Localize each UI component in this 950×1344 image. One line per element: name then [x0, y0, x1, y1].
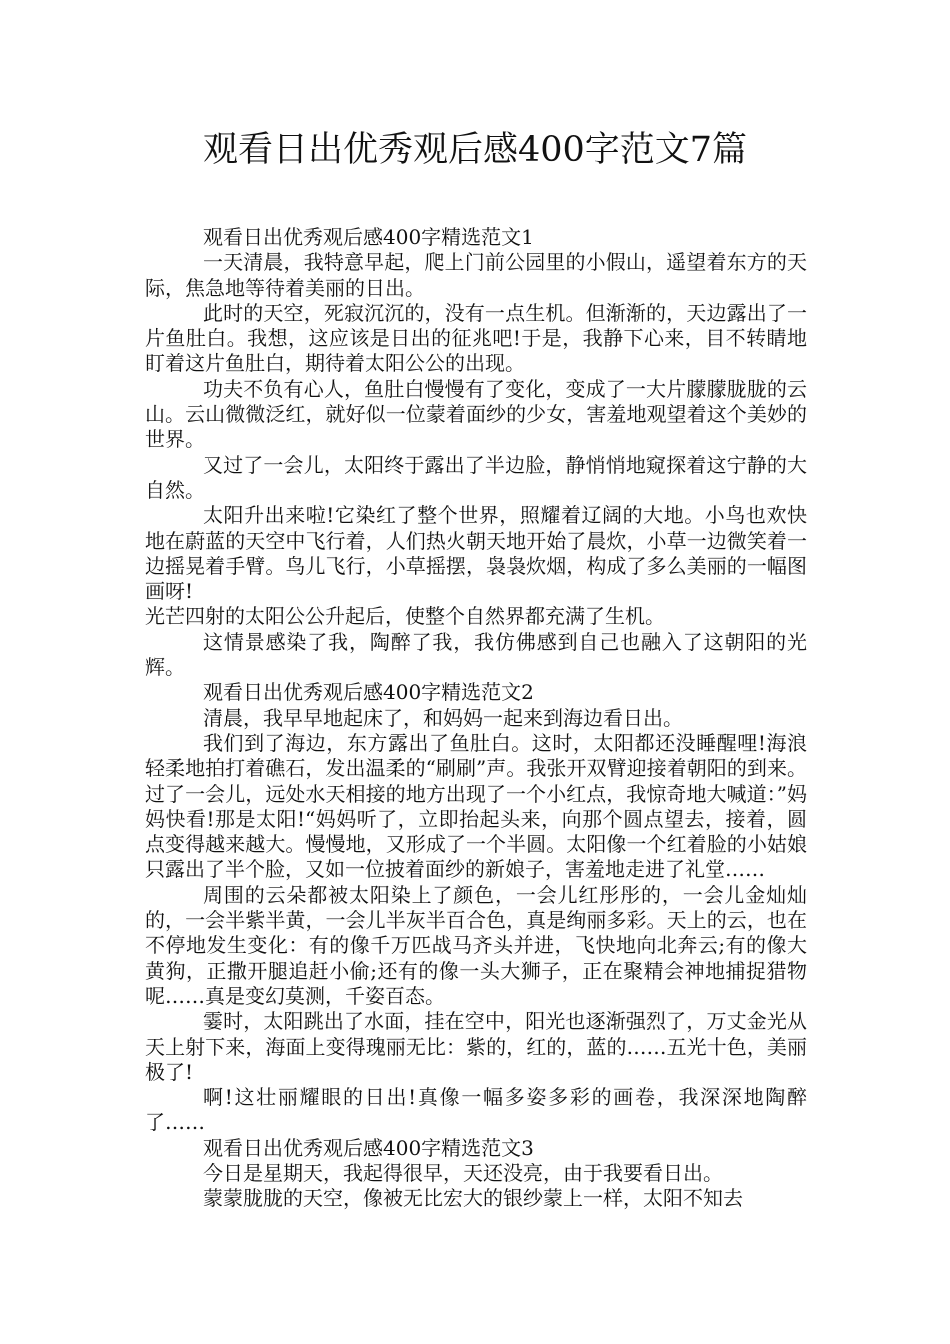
paragraph: 清晨，我早早地起床了，和妈妈一起来到海边看日出。 [203, 705, 683, 730]
paragraph: 太阳升出来啦!它染红了整个世界，照耀着辽阔的大地。小鸟也欢快地在蔚蓝的天空中飞行着，人们热火朝天地开始了晨炊，小草一边微笑着一边摇晃着手臂。鸟儿飞行，小草摇摆，袅袅炊烟，构成了多么美丽的一幅图画呀! [145, 503, 807, 604]
section-heading: 观看日出优秀观后感400字精选范文3 [203, 1135, 534, 1160]
paragraph: 这情景感染了我，陶醉了我，我仿佛感到自己也融入了这朝阳的光辉。 [145, 629, 807, 680]
paragraph: 功夫不负有心人，鱼肚白慢慢有了变化，变成了一大片朦朦胧胧的云山。云山微微泛红，就好似一位蒙着面纱的少女，害羞地观望着这个美妙的世界。 [145, 376, 807, 452]
paragraph: 光芒四射的太阳公公升起后，使整个自然界都充满了生机。 [145, 604, 665, 629]
paragraph: 又过了一会儿，太阳终于露出了半边脸，静悄悄地窥探着这宁静的大自然。 [145, 452, 807, 502]
paragraph: 一天清晨，我特意早起，爬上门前公园里的小假山，遥望着东方的天际，焦急地等待着美丽的日出。 [145, 250, 807, 300]
document-body [145, 225, 807, 1212]
paragraph: 我们到了海边，东方露出了鱼肚白。这时，太阳都还没睡醒哩!海浪轻柔地拍打着礁石，发出温柔的“刷刷”声。我张开双臂迎接着朝阳的到来。过了一会儿，远处水天相接的地方出现了一个小红点，我惊奇地大喊道：”妈妈快看!那是太阳!“妈妈听了，立即抬起头来，向那个圆点望去，接着，圆点变得越来越大。慢慢地，又形成了一个半圆。太阳像一个红着脸的小姑娘只露出了半个脸，又如一位披着面纱的新娘子，害羞地走进了礼堂…… [145, 730, 807, 882]
paragraph: 啊!这壮丽耀眼的日出!真像一幅多姿多彩的画卷，我深深地陶醉了…… [145, 1085, 807, 1135]
document-title: 观看日出优秀观后感400字范文7篇 [202, 130, 748, 170]
paragraph: 霎时，太阳跳出了水面，挂在空中，阳光也逐渐强烈了，万丈金光从天上射下来，海面上变得瑰丽无比：紫的，红的，蓝的……五光十色，美丽极了! [145, 1009, 807, 1084]
section-heading: 观看日出优秀观后感400字精选范文2 [203, 680, 534, 705]
paragraph: 蒙蒙胧胧的天空，像被无比宏大的银纱蒙上一样，太阳不知去 [203, 1186, 743, 1211]
paragraph: 周围的云朵都被太阳染上了颜色，一会儿红彤彤的，一会儿金灿灿的，一会半紫半黄，一会儿半灰半百合色，真是绚丽多彩。天上的云，也在不停地发生变化：有的像千万匹战马齐头并进，飞快地向北奔云;有的像大黄狗，正撒开腿追赶小偷;还有的像一头大狮子，正在聚精会神地捕捉猎物呢……真是变幻莫测，千姿百态。 [145, 882, 807, 1008]
paragraph: 此时的天空，死寂沉沉的，没有一点生机。但渐渐的，天边露出了一片鱼肚白。我想，这应该是日出的征兆吧!于是，我静下心来，目不转睛地盯着这片鱼肚白，期待着太阳公公的出现。 [145, 300, 807, 376]
paragraph: 今日是星期天，我起得很早，天还没亮，由于我要看日出。 [203, 1160, 723, 1185]
section-heading: 观看日出优秀观后感400字精选范文1 [203, 225, 534, 249]
